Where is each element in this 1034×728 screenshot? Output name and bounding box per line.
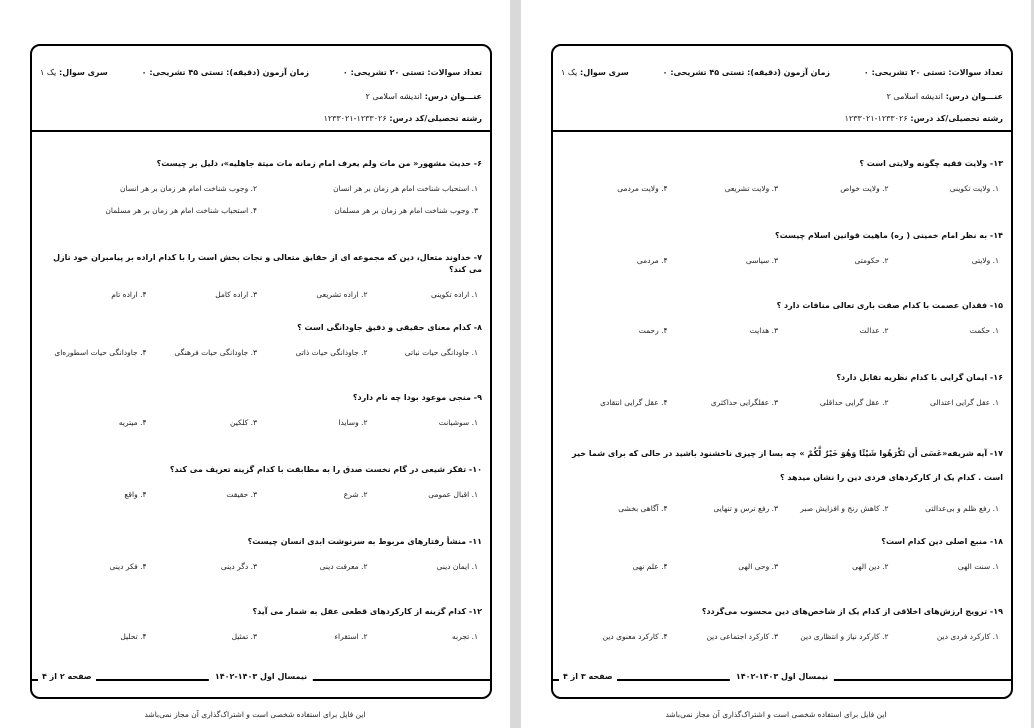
- options: [40, 418, 482, 427]
- options: [40, 290, 482, 299]
- option-3[interactable]: ۳. حقیقت: [226, 490, 257, 499]
- option-2[interactable]: ۲. عدالت: [859, 326, 889, 335]
- exam-term: نیمسال اول ۱۴۰۳-۱۴۰۲: [730, 672, 834, 681]
- question-13: [561, 158, 1003, 193]
- question-11: [40, 536, 482, 571]
- option-4[interactable]: ۴. آگاهی بخشی: [618, 504, 668, 513]
- option-2[interactable]: ۲. دین الهی: [852, 562, 889, 571]
- question-text: ۱۴- به نظر امام خمینی ( ره) ماهیت قوانین اسلام چیست؟: [774, 231, 1003, 240]
- question-14: [561, 230, 1003, 265]
- question-series: سری سوال: یک ۱: [40, 68, 108, 77]
- option-2[interactable]: ۲. وسایدا: [338, 418, 368, 427]
- option-2[interactable]: ۲. کاهش رنج و افزایش صبر: [800, 504, 889, 513]
- option-4[interactable]: ۴. تحلیل: [120, 632, 147, 641]
- question-series: سری سوال: یک ۱: [561, 68, 629, 77]
- question-text: ۱۸- منبع اصلی دین کدام است؟: [881, 537, 1003, 546]
- question-count: تعداد سوالات: تستی ۲۰ تشریحی: ۰: [863, 68, 1003, 77]
- option-3[interactable]: ۳. کارکرد اجتماعی دین: [706, 632, 778, 641]
- question-text: ۱۳- ولایت فقیه چگونه ولایتی است ؟: [859, 159, 1003, 168]
- course-title: عنـــوان درس: اندیشه اسلامی ۲: [365, 92, 482, 101]
- options: [561, 504, 1003, 513]
- options: [561, 632, 1003, 641]
- options: [40, 562, 482, 571]
- question-text: ۱۵- فقدان عصمت با کدام صفت باری تعالی منافات دارد ؟: [776, 301, 1003, 310]
- option-2[interactable]: ۲. جاودانگی حیات ذاتی: [295, 348, 368, 357]
- page-number: صفحه ۲ از ۴: [38, 672, 96, 681]
- exam-page-left: [0, 0, 510, 728]
- option-1[interactable]: ۱. اقبال عمومی: [428, 490, 478, 499]
- question-text: ۷- خداوند متعال، دین که مجموعه ای از حقایق متعالی و نجات بخش است را با کدام اراده بر پیامبران خود نازل می کند؟: [53, 253, 482, 274]
- question-10: [40, 464, 482, 499]
- options: [561, 562, 1003, 571]
- option-1[interactable]: ۱. تجربه: [452, 632, 478, 641]
- exam-time: زمان آزمون (دقیقه): تستی ۴۵ تشریحی: ۰: [141, 68, 310, 77]
- option-4[interactable]: ۴. ولایت مردمی: [617, 184, 668, 193]
- page-gap: [510, 0, 521, 728]
- question-text: ۱۱- منشأ رفتارهای مربوط به سرنوشت ابدی انسان چیست؟: [247, 537, 482, 546]
- options: [40, 632, 482, 641]
- option-1[interactable]: ۱. ولایت تکوینی: [949, 184, 999, 193]
- option-3[interactable]: ۳. دگر دینی: [220, 562, 257, 571]
- option-4[interactable]: ۴. جاودانگی حیات اسطوره‌ای: [54, 348, 147, 357]
- option-3[interactable]: ۳. ولایت تشریعی: [724, 184, 778, 193]
- question-6: [40, 158, 482, 228]
- exam-page-right: [521, 0, 1031, 728]
- option-4[interactable]: ۴. فکر دینی: [109, 562, 147, 571]
- exam-term: نیمسال اول ۱۴۰۳-۱۴۰۲: [209, 672, 313, 681]
- option-3[interactable]: ۳. اراده کامل: [215, 290, 257, 299]
- option-1[interactable]: ۱. عقل گرایی اعتدالی: [929, 398, 999, 407]
- question-text: ۱۷- آیه شریفه«عَسَى أَن تَكْرَهُوا شَيْئًا وَهُوَ خَيْرٌ لَّكُمْ » چه بسا از چیزی ناخشنود باشید در حالی که برای شما خیر است . کدام یک از کارکردهای فردی دین را نشان میدهد ؟: [572, 449, 1003, 482]
- exam-footer: [32, 672, 490, 697]
- course-code: رشته تحصیلی/کد درس: ۱۲۳۳۰۲۶-۱۲۳۳۰۲۱: [844, 114, 1003, 123]
- course-code: رشته تحصیلی/کد درس: ۱۲۳۳۰۲۶-۱۲۳۳۰۲۱: [323, 114, 482, 123]
- option-1[interactable]: ۱. رفع ظلم و بی‌عدالتی: [925, 504, 999, 513]
- option-1[interactable]: ۱. کارکرد فردی دین: [936, 632, 999, 641]
- option-3[interactable]: ۳. هدایت: [749, 326, 778, 335]
- question-text: ۹- منجی موعود بودا چه نام دارد؟: [352, 393, 482, 402]
- options: [40, 490, 482, 499]
- question-19: [561, 606, 1003, 641]
- option-4[interactable]: ۴. مردمی: [636, 256, 668, 265]
- options: [40, 348, 482, 357]
- option-4[interactable]: ۴. عقل گرایی انتقادی: [600, 398, 668, 407]
- question-12: [40, 606, 482, 641]
- option-4[interactable]: ۴. اراده تام: [111, 290, 147, 299]
- header-row-counts: [40, 68, 482, 77]
- question-17: [561, 442, 1003, 513]
- option-1[interactable]: ۱. جاودانگی حیات نباتی: [404, 348, 478, 357]
- question-text: ۱۶- ایمان گرایی با کدام نظریه تقابل دارد؟: [836, 373, 1003, 382]
- question-text: ۶- حدیث مشهور« من مات ولم یعرف امام زمانه مات میتة جاهلیه»، دلیل بر چیست؟: [156, 159, 482, 168]
- option-2[interactable]: ۲. کارکرد نیاز و انتظاری دین: [800, 632, 889, 641]
- option-3[interactable]: ۳. عقلگرایی حداکثری: [710, 398, 778, 407]
- option-3[interactable]: ۳. رفع ترس و تنهایی: [713, 504, 778, 513]
- copyright-notice: این فایل برای استفاده شخصی است و اشتراک‌گذاری آن مجاز نمی‌باشد: [144, 710, 366, 719]
- question-text: ۱۲- کدام گزینه از کارکردهای قطعی عقل به شمار می آید؟: [252, 607, 482, 616]
- option-4[interactable]: ۴. علم نهی: [632, 562, 668, 571]
- option-1[interactable]: ۱. ولایتی: [971, 256, 999, 265]
- header-row-counts: [561, 68, 1003, 77]
- page-number: صفحه ۳ از ۴: [559, 672, 617, 681]
- question-7: [40, 252, 482, 299]
- question-count: تعداد سوالات: تستی ۲۰ تشریحی: ۰: [342, 68, 482, 77]
- option-3[interactable]: ۳. سیاسی: [745, 256, 778, 265]
- option-4[interactable]: ۴. رحمت: [638, 326, 668, 335]
- option-1[interactable]: ۱. استحباب شناخت امام هر زمان بر هر انسان: [333, 184, 478, 193]
- option-1[interactable]: ۱. سنت الهی: [957, 562, 999, 571]
- question-16: [561, 372, 1003, 407]
- page-frame: [551, 44, 1013, 699]
- option-2[interactable]: ۲. عقل گرایی حداقلی: [819, 398, 889, 407]
- option-2[interactable]: ۲. استقراء: [334, 632, 368, 641]
- option-4[interactable]: ۴. استحباب شناخت امام هر زمان بر هر مسلمان: [105, 206, 257, 215]
- option-2[interactable]: ۲. ولایت خواص: [840, 184, 889, 193]
- question-text: ۱۰- تفکر شیعی در گام نخست صدق را به مطابقت با کدام گزینه تعریف می کند؟: [169, 465, 482, 474]
- option-4[interactable]: ۴. میتریه: [118, 418, 147, 427]
- question-18: [561, 536, 1003, 571]
- option-2[interactable]: ۲. اراده تشریعی: [316, 290, 368, 299]
- option-3[interactable]: ۳. جاودانگی حیات فرهنگی: [174, 348, 257, 357]
- option-2[interactable]: ۲. شرع: [343, 490, 368, 499]
- exam-footer: [553, 672, 1011, 697]
- options: [561, 398, 1003, 407]
- option-3[interactable]: ۳. وحی الهی: [738, 562, 778, 571]
- option-1[interactable]: ۱. سوشیانت: [438, 418, 478, 427]
- question-text: ۱۹- ترویج ارزش‌های اخلاقی از کدام یک از شاخص‌های دین محسوب می‌گردد؟: [701, 607, 1003, 616]
- option-4[interactable]: ۴. واقع: [124, 490, 147, 499]
- option-3[interactable]: ۳. کلکین: [230, 418, 257, 427]
- exam-header: [553, 46, 1011, 132]
- option-3[interactable]: ۳. تمثیل: [231, 632, 257, 641]
- option-1[interactable]: ۱. اراده تکوینی: [431, 290, 478, 299]
- options: [561, 184, 1003, 193]
- question-15: [561, 300, 1003, 335]
- options: [561, 256, 1003, 265]
- exam-header: [32, 46, 490, 132]
- question-8: [40, 322, 482, 357]
- option-3[interactable]: ۳. وجوب شناخت امام هر زمان بر هر مسلمان: [334, 206, 478, 215]
- options: [40, 184, 482, 228]
- option-2[interactable]: ۲. وجوب شناخت امام هر زمان بر هر انسان: [119, 184, 257, 193]
- option-1[interactable]: ۱. ایمان دینی: [436, 562, 478, 571]
- copyright-notice: این فایل برای استفاده شخصی است و اشتراک‌گذاری آن مجاز نمی‌باشد: [665, 710, 887, 719]
- course-title: عنـــوان درس: اندیشه اسلامی ۲: [886, 92, 1003, 101]
- question-9: [40, 392, 482, 427]
- page-frame: [30, 44, 492, 699]
- options: [561, 326, 1003, 335]
- option-1[interactable]: ۱. حکمت: [969, 326, 999, 335]
- exam-time: زمان آزمون (دقیقه): تستی ۴۵ تشریحی: ۰: [662, 68, 831, 77]
- option-2[interactable]: ۲. معرفت دینی: [319, 562, 368, 571]
- option-2[interactable]: ۲. حکومتی: [854, 256, 889, 265]
- option-4[interactable]: ۴. کارکرد معنوی دین: [602, 632, 668, 641]
- question-text: ۸- کدام معنای حقیقی و دقیق جاودانگی است ؟: [297, 323, 482, 332]
